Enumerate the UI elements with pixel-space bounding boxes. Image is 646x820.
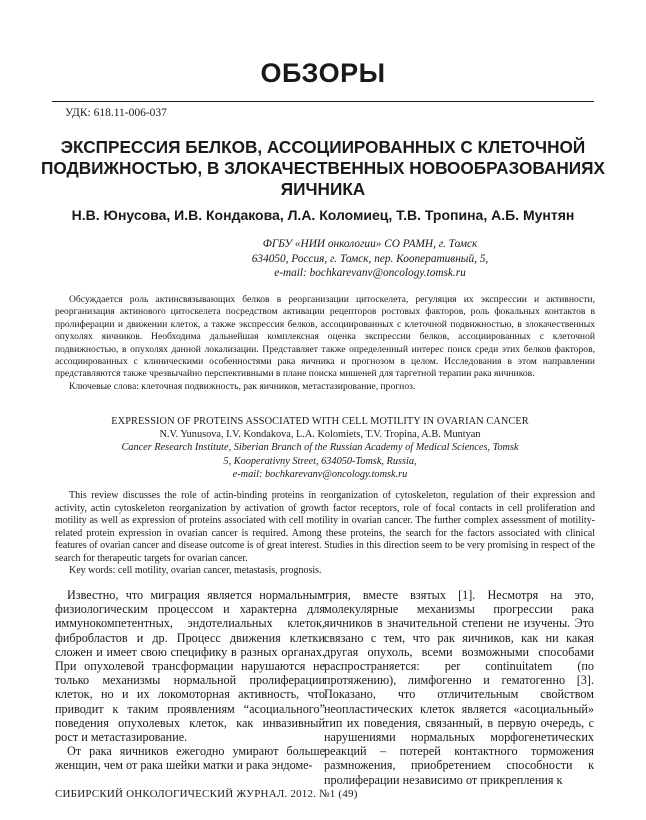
- affiliation-line: ФГБУ «НИИ онкологии» СО РАМН, г. Томск: [262, 238, 478, 250]
- section-title: ОБЗОРЫ: [260, 58, 386, 88]
- body-paragraph: трия, вместе взятых [1]. Несмотря на это, молекулярные механизмы прогрессии рака яичников в значительной степени не изучены. Это связано с тем, что рак яичников, как ни какая другая опухоль, всеми возможными способами распространяется: per continuitatem (по протяжению), лимфогенно и гематогенно [3]. Показано, что отличительным свойством неопластических клеток является «асоциальный» тип их поведения, связанный, в первую очередь, с нарушениями нормальных морфогенетических реакций – потерей контактного торможения размножения, приобретением способности к пролиферации независимо от прикрепления к: [324, 588, 594, 787]
- body-column-left: [55, 588, 325, 773]
- body-paragraph: От рака яичников ежегодно умирают больше женщин, чем от рака шейки матки и рака эндоме-: [55, 744, 325, 773]
- affiliation-en-line: Cancer Research Institute, Siberian Branch of the Russian Academy of Medical Sciences, Tomsk: [121, 442, 519, 454]
- body-paragraph: Известно, что миграция является нормальным физиологическим процессом и характерна для иммунокомпетентных, эндотелиальных клеток, фибробластов и др. Процесс движения клетки сложен и имеет свою специфику в разных органах. При опухолевой трансформации нарушаются не только механизмы нормальной пролиферации клеток, но и их локомоторная активность, что приводит к таким проявлениям “асоциального” поведения опухолевых клеток, как инвазивный рост и метастазирование.: [55, 588, 325, 745]
- authors-en: N.V. Yunusova, I.V. Kondakova, L.A. Kolomiets, T.V. Tropina, A.B. Muntyan: [159, 429, 481, 441]
- header-rule: [52, 101, 594, 102]
- article-title: ЭКСПРЕССИЯ БЕЛКОВ, АССОЦИИРОВАННЫХ С КЛЕТОЧНОЙ ПОДВИЖНОСТЬЮ, В ЗЛОКАЧЕСТВЕННЫХ НОВООБРАЗОВАНИЯХ ЯИЧНИКА: [41, 137, 605, 199]
- affiliation: [160, 237, 580, 281]
- abstract-ru-text: Обсуждается роль актинсвязывающих белков в реорганизации цитоскелета, регуляция их экспрессии и активности, реорганизация актинового цитоскелета посредством активации рецепторов ростовых факторов, роль фокальных контактов в пролиферации и движении клеток, а также экспрессия белков, ассоциированных с клеточной подвижностью, в злокачественных опухолях яичников. Необходима дальнейшая комплексная оценка экспрессии белков, ассоциированных с клеточной подвижностью, в опухолях данной локализации. Представляет также определенный интерес поиск среди этих белков факторов, ассоциированных с клиническими особенностями рака яичника и прогнозом в целом. Исследования в этом направлении представляются также чрезвычайно перспективными в плане поиска мишеней для таргетной терапии рака яичников.: [55, 294, 595, 380]
- keywords-en: Key words: cell motility, ovarian cancer, metastasis, prognosis.: [69, 565, 322, 576]
- body-column-right: [324, 588, 594, 787]
- affiliation-email: e-mail: bochkarevanv@oncology.tomsk.ru: [274, 267, 466, 279]
- udk-code: УДК: 618.11-006-037: [65, 107, 167, 119]
- affiliation-en-email: e-mail: bochkarevanv@oncology.tomsk.ru: [232, 468, 408, 480]
- journal-footer: СИБИРСКИЙ ОНКОЛОГИЧЕСКИЙ ЖУРНАЛ. 2012. №1 (49): [55, 788, 358, 800]
- abstract-en-text: This review discusses the role of actin-binding proteins in reorganization of cytoskeleton, regulation of their expression and activity, actin cytoskeleton reorganization by activation of growth factor receptors, role of focal contacts in cell proliferation and motility as well as expression of proteins associated with cell motility in ovarian cancer. The further complex assessment of motility-related protein expression in ovarian cancer is required. Among these proteins, the search for the factors associated with clinical features of ovarian cancer and disease outcome is of great interest. Studies in this direction seem to be very promising in respect of the search for therapeutic targets for ovarian cancer.: [55, 490, 595, 564]
- affiliation-en-line: 5, Kooperativny Street, 634050-Tomsk, Russia,: [223, 455, 417, 467]
- authors: Н.В. Юнусова, И.В. Кондакова, Л.А. Коломиец, Т.В. Тропина, А.Б. Мунтян: [71, 207, 575, 223]
- abstract-ru: [55, 294, 595, 393]
- title-en: EXPRESSION OF PROTEINS ASSOCIATED WITH CELL MOTILITY IN OVARIAN CANCER: [111, 416, 529, 427]
- keywords-ru: Ключевые слова: клеточная подвижность, рак яичников, метастазирование, прогноз.: [69, 380, 416, 392]
- affiliation-line: 634050, Россия, г. Томск, пер. Кооперативный, 5,: [251, 252, 489, 265]
- english-header: [110, 415, 530, 481]
- abstract-en: [55, 490, 595, 578]
